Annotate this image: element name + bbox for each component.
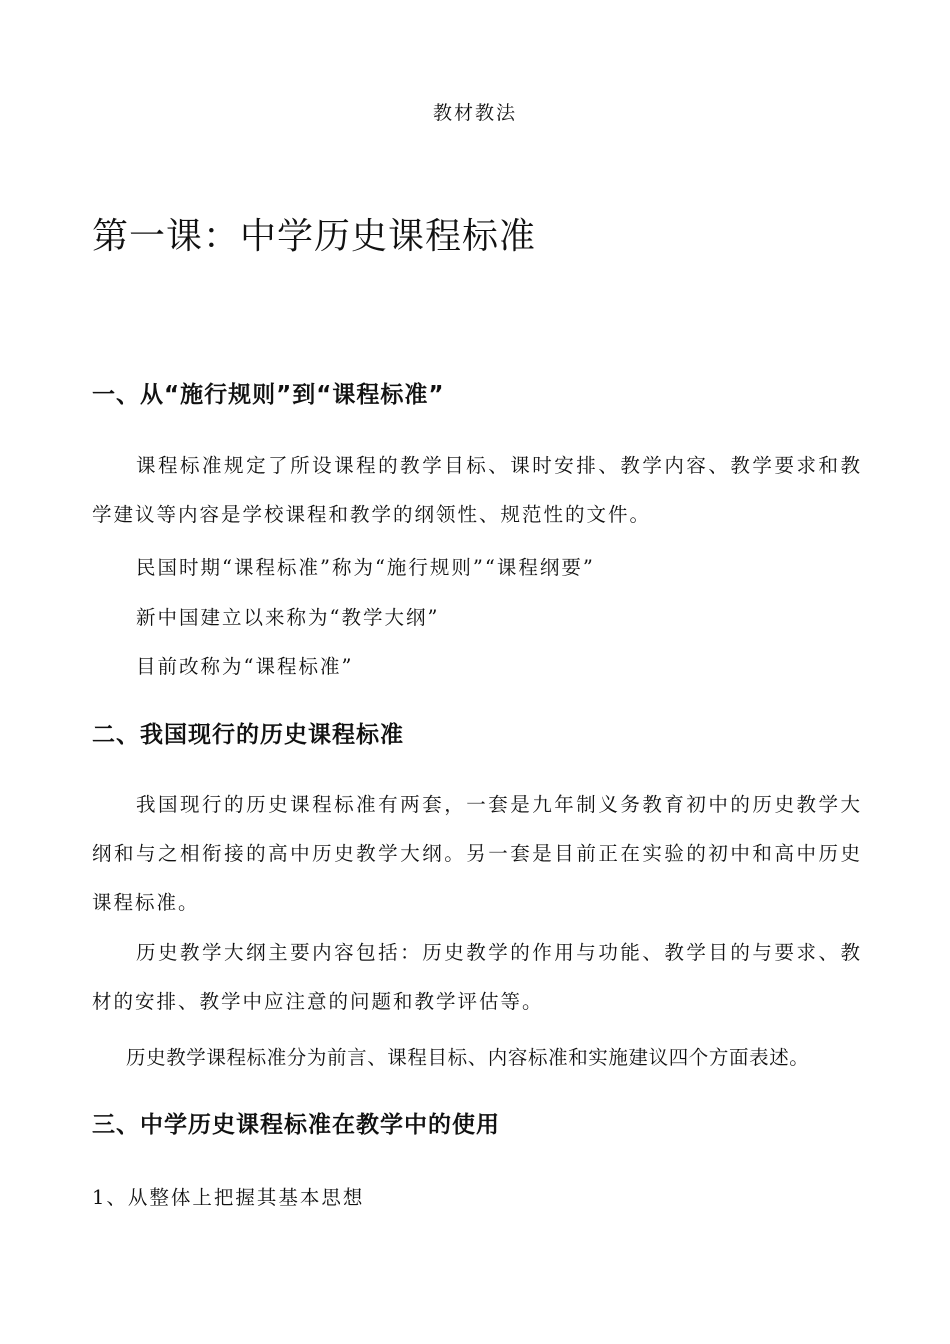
- lesson-title: 第一课：中学历史课程标准: [92, 216, 537, 257]
- section-2-paragraph-1: 我国现行的历史课程标准有两套，一套是九年制义务教育初中的历史教学大纲和与之相衔接的高中历史教学大纲。另一套是目前正在实验的初中和高中历史课程标准。: [92, 793, 862, 914]
- section-1-line-2: 新中国建立以来称为“教学大纲”: [136, 606, 440, 629]
- section-heading-1: 一、从“施行规则”到“课程标准”: [92, 382, 445, 408]
- page-header: 教材教法: [432, 102, 517, 124]
- section-2-paragraph-3: 历史教学课程标准分为前言、课程目标、内容标准和实施建议四个方面表述。: [126, 1046, 810, 1069]
- section-1-line-3: 目前改称为“课程标准”: [136, 655, 354, 678]
- section-2-paragraph-2: 历史教学大纲主要内容包括：历史教学的作用与功能、教学目的与要求、教材的安排、教学中应注意的问题和教学评估等。: [92, 941, 862, 1013]
- section-1-line-1: 民国时期“课程标准”称为“施行规则”“课程纲要”: [136, 556, 595, 579]
- section-heading-2: 二、我国现行的历史课程标准: [92, 722, 404, 748]
- section-1-paragraph: 课程标准规定了所设课程的教学目标、课时安排、教学内容、教学要求和教学建议等内容是学校课程和教学的纲领性、规范性的文件。: [92, 454, 862, 526]
- subheading-1: 1、从整体上把握其基本思想: [92, 1186, 365, 1209]
- section-heading-3: 三、中学历史课程标准在教学中的使用: [92, 1112, 500, 1138]
